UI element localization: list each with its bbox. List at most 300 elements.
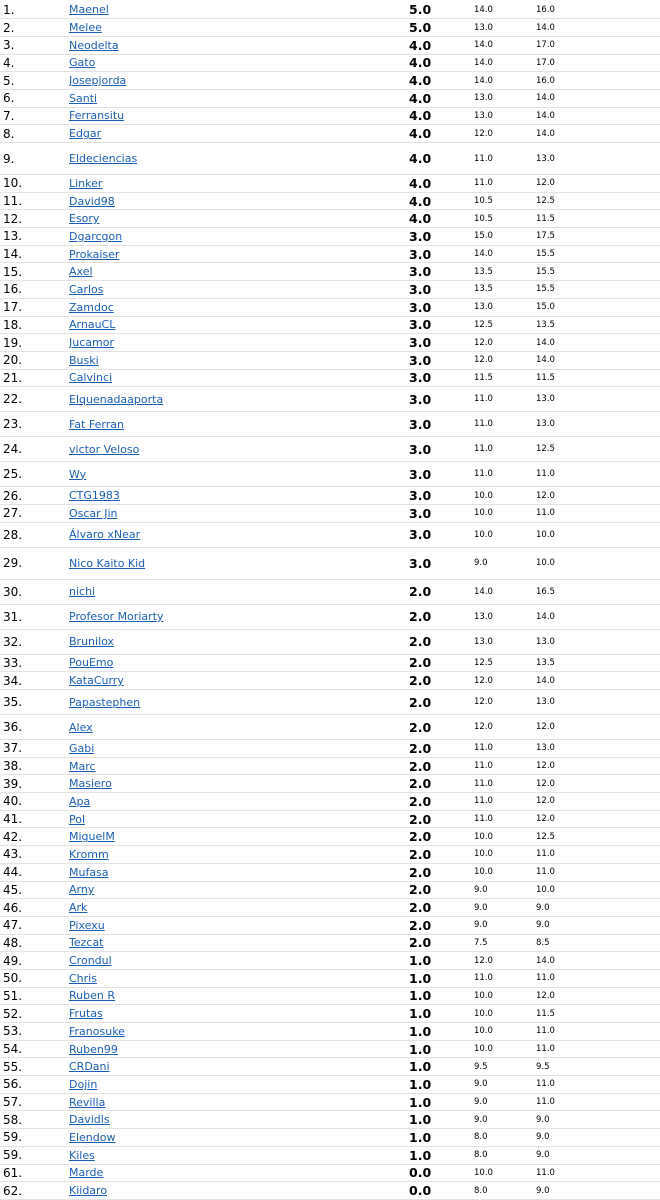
tiebreak-1-cell: 10.0 — [474, 1023, 536, 1041]
tiebreak-1-cell: 11.5 — [474, 369, 536, 387]
table-row — [0, 916, 660, 934]
tiebreak-2-cell: 16.0 — [536, 1, 660, 19]
tiebreak-1-cell: 14.0 — [474, 72, 536, 90]
rank-cell: 3. — [0, 36, 69, 54]
player-name-cell — [69, 987, 409, 1005]
table-row — [0, 228, 660, 246]
table-row — [0, 547, 660, 579]
player-name-cell — [69, 1040, 409, 1058]
player-link[interactable]: Marc — [69, 759, 96, 773]
player-name-cell — [69, 504, 409, 522]
player-name-cell — [69, 522, 409, 547]
tiebreak-1-cell: 11.0 — [474, 740, 536, 758]
rank-cell: 58. — [0, 1111, 69, 1129]
rank-cell: 7. — [0, 107, 69, 125]
table-row — [0, 715, 660, 740]
rank-cell: 32. — [0, 629, 69, 654]
points-cell: 0.0 — [409, 1164, 474, 1182]
tiebreak-2-cell: 17.5 — [536, 228, 660, 246]
table-row — [0, 1111, 660, 1129]
tiebreak-2-cell: 12.0 — [536, 987, 660, 1005]
tiebreak-2-cell: 15.5 — [536, 263, 660, 281]
tiebreak-1-cell: 9.5 — [474, 1058, 536, 1076]
tiebreak-1-cell: 13.0 — [474, 604, 536, 629]
table-row — [0, 369, 660, 387]
player-name-cell — [69, 810, 409, 828]
table-row — [0, 89, 660, 107]
tiebreak-1-cell: 12.0 — [474, 334, 536, 352]
tiebreak-2-cell: 14.0 — [536, 672, 660, 690]
player-link[interactable]: Pixexu — [69, 918, 105, 932]
player-link[interactable]: Edgar — [69, 127, 102, 141]
player-link[interactable]: MiguelM — [69, 830, 115, 844]
player-link[interactable]: Marde — [69, 1166, 104, 1180]
player-link[interactable]: Davidls — [69, 1113, 110, 1127]
player-name-cell — [69, 604, 409, 629]
tiebreak-2-cell: 11.0 — [536, 1023, 660, 1041]
rank-cell: 39. — [0, 775, 69, 793]
points-cell: 3.0 — [409, 487, 474, 505]
table-row — [0, 107, 660, 125]
table-row — [0, 740, 660, 758]
tiebreak-1-cell: 10.0 — [474, 1005, 536, 1023]
points-cell: 2.0 — [409, 654, 474, 672]
tiebreak-2-cell: 13.0 — [536, 143, 660, 175]
points-cell: 3.0 — [409, 462, 474, 487]
points-cell: 1.0 — [409, 1058, 474, 1076]
player-link[interactable]: Crondul — [69, 954, 112, 968]
player-link[interactable]: Linker — [69, 176, 103, 190]
points-cell: 4.0 — [409, 125, 474, 143]
player-name-cell — [69, 952, 409, 970]
rank-cell: 59. — [0, 1146, 69, 1164]
tiebreak-1-cell: 11.0 — [474, 969, 536, 987]
rank-cell: 29. — [0, 547, 69, 579]
points-cell: 1.0 — [409, 1023, 474, 1041]
points-cell: 4.0 — [409, 54, 474, 72]
points-cell: 2.0 — [409, 828, 474, 846]
tiebreak-2-cell: 12.5 — [536, 192, 660, 210]
table-row — [0, 604, 660, 629]
player-link[interactable]: victor Veloso — [69, 442, 140, 456]
tiebreak-2-cell: 9.5 — [536, 1058, 660, 1076]
tiebreak-1-cell: 10.0 — [474, 522, 536, 547]
player-name-cell — [69, 487, 409, 505]
player-link[interactable]: Ruben99 — [69, 1042, 118, 1056]
tiebreak-1-cell: 14.0 — [474, 245, 536, 263]
player-link[interactable]: Jucamor — [69, 336, 114, 350]
player-link[interactable]: Josepjorda — [69, 74, 127, 88]
tiebreak-2-cell: 15.5 — [536, 281, 660, 299]
player-name-cell — [69, 107, 409, 125]
tiebreak-1-cell: 11.0 — [474, 387, 536, 412]
table-row — [0, 462, 660, 487]
tiebreak-2-cell: 11.5 — [536, 210, 660, 228]
player-link[interactable]: Elendow — [69, 1130, 116, 1144]
tiebreak-2-cell: 11.0 — [536, 504, 660, 522]
tiebreak-2-cell: 14.0 — [536, 604, 660, 629]
tiebreak-2-cell: 12.5 — [536, 828, 660, 846]
player-link[interactable]: Prokaiser — [69, 247, 120, 261]
points-cell: 3.0 — [409, 369, 474, 387]
rank-cell: 38. — [0, 757, 69, 775]
player-name-cell — [69, 1023, 409, 1041]
tiebreak-2-cell: 8.5 — [536, 934, 660, 952]
tiebreak-1-cell: 9.0 — [474, 881, 536, 899]
points-cell: 1.0 — [409, 1129, 474, 1147]
tiebreak-1-cell: 10.0 — [474, 1164, 536, 1182]
rank-cell: 13. — [0, 228, 69, 246]
table-row — [0, 298, 660, 316]
rank-cell: 45. — [0, 881, 69, 899]
player-name-cell — [69, 757, 409, 775]
tiebreak-1-cell: 11.0 — [474, 462, 536, 487]
player-link[interactable]: Ferransitu — [69, 109, 125, 123]
tiebreak-2-cell: 13.0 — [536, 387, 660, 412]
player-name-cell — [69, 828, 409, 846]
points-cell: 4.0 — [409, 89, 474, 107]
player-link[interactable]: Esory — [69, 212, 100, 226]
rank-cell: 2. — [0, 19, 69, 37]
rank-cell: 1. — [0, 1, 69, 19]
player-link[interactable]: Chris — [69, 971, 97, 985]
rank-cell: 6. — [0, 89, 69, 107]
tiebreak-2-cell: 13.0 — [536, 690, 660, 715]
table-row — [0, 487, 660, 505]
player-link[interactable]: Álvaro xNear — [69, 528, 141, 542]
table-row — [0, 654, 660, 672]
rank-cell: 12. — [0, 210, 69, 228]
player-link[interactable]: Masiero — [69, 777, 112, 791]
table-row — [0, 125, 660, 143]
player-name-cell — [69, 690, 409, 715]
player-name-cell — [69, 334, 409, 352]
rank-cell: 30. — [0, 579, 69, 604]
rank-cell: 10. — [0, 175, 69, 193]
player-link[interactable]: Oscar Jin — [69, 506, 118, 520]
player-link[interactable]: Pol — [69, 812, 86, 826]
table-row — [0, 1129, 660, 1147]
points-cell: 3.0 — [409, 437, 474, 462]
points-cell: 3.0 — [409, 228, 474, 246]
tiebreak-1-cell: 9.0 — [474, 899, 536, 917]
player-name-cell — [69, 1093, 409, 1111]
points-cell: 2.0 — [409, 775, 474, 793]
rank-cell: 46. — [0, 899, 69, 917]
player-link[interactable]: Ark — [69, 901, 88, 915]
tiebreak-2-cell: 14.0 — [536, 125, 660, 143]
player-name-cell — [69, 387, 409, 412]
rank-cell: 24. — [0, 437, 69, 462]
player-name-cell — [69, 192, 409, 210]
tiebreak-2-cell: 12.0 — [536, 175, 660, 193]
rank-cell: 31. — [0, 604, 69, 629]
tiebreak-2-cell: 9.0 — [536, 916, 660, 934]
player-name-cell — [69, 298, 409, 316]
table-row — [0, 775, 660, 793]
rank-cell: 27. — [0, 504, 69, 522]
points-cell: 0.0 — [409, 1182, 474, 1200]
tiebreak-1-cell: 12.0 — [474, 952, 536, 970]
tiebreak-1-cell: 11.0 — [474, 437, 536, 462]
player-link[interactable]: Alex — [69, 720, 93, 734]
points-cell: 2.0 — [409, 690, 474, 715]
table-row — [0, 1182, 660, 1200]
player-name-cell — [69, 437, 409, 462]
tiebreak-2-cell: 11.0 — [536, 1076, 660, 1094]
player-link[interactable]: Brunilox — [69, 635, 115, 649]
points-cell: 5.0 — [409, 1, 474, 19]
rank-cell: 37. — [0, 740, 69, 758]
table-row — [0, 1023, 660, 1041]
tiebreak-2-cell: 12.0 — [536, 793, 660, 811]
tiebreak-2-cell: 10.0 — [536, 547, 660, 579]
tiebreak-1-cell: 8.0 — [474, 1182, 536, 1200]
tiebreak-1-cell: 8.0 — [474, 1146, 536, 1164]
tiebreak-2-cell: 9.0 — [536, 1111, 660, 1129]
points-cell: 3.0 — [409, 412, 474, 437]
points-cell: 1.0 — [409, 969, 474, 987]
player-name-cell — [69, 316, 409, 334]
tiebreak-1-cell: 9.0 — [474, 916, 536, 934]
tiebreak-1-cell: 9.0 — [474, 1111, 536, 1129]
rank-cell: 59. — [0, 1129, 69, 1147]
player-name-cell — [69, 89, 409, 107]
table-row — [0, 810, 660, 828]
tiebreak-1-cell: 8.0 — [474, 1129, 536, 1147]
rank-cell: 16. — [0, 281, 69, 299]
rank-cell: 52. — [0, 1005, 69, 1023]
player-name-cell — [69, 863, 409, 881]
player-name-cell — [69, 462, 409, 487]
player-name-cell — [69, 934, 409, 952]
player-link[interactable]: CTG1983 — [69, 489, 120, 503]
table-row — [0, 263, 660, 281]
player-link[interactable]: nichi — [69, 585, 96, 599]
points-cell: 3.0 — [409, 298, 474, 316]
rank-cell: 25. — [0, 462, 69, 487]
table-row — [0, 281, 660, 299]
tiebreak-1-cell: 14.0 — [474, 54, 536, 72]
player-link[interactable]: Revilla — [69, 1095, 106, 1109]
table-row — [0, 863, 660, 881]
points-cell: 2.0 — [409, 579, 474, 604]
player-link[interactable]: Elquenadaaporta — [69, 392, 164, 406]
player-link[interactable]: Nico Kaito Kid — [69, 556, 146, 570]
player-link[interactable]: PouEmo — [69, 656, 114, 670]
player-name-cell — [69, 19, 409, 37]
player-name-cell — [69, 281, 409, 299]
rank-cell: 15. — [0, 263, 69, 281]
tiebreak-1-cell: 12.0 — [474, 715, 536, 740]
rank-cell: 36. — [0, 715, 69, 740]
tiebreak-2-cell: 9.0 — [536, 1129, 660, 1147]
player-link[interactable]: Fat Ferran — [69, 417, 124, 431]
tiebreak-2-cell: 11.5 — [536, 369, 660, 387]
tiebreak-1-cell: 10.0 — [474, 987, 536, 1005]
player-link[interactable]: Wy — [69, 467, 87, 481]
rank-cell: 61. — [0, 1164, 69, 1182]
table-row — [0, 969, 660, 987]
table-row — [0, 351, 660, 369]
player-link[interactable]: Papastephen — [69, 695, 141, 709]
tiebreak-1-cell: 13.0 — [474, 107, 536, 125]
tiebreak-2-cell: 12.0 — [536, 757, 660, 775]
points-cell: 2.0 — [409, 604, 474, 629]
player-name-cell — [69, 547, 409, 579]
player-name-cell — [69, 1164, 409, 1182]
tiebreak-1-cell: 12.0 — [474, 351, 536, 369]
points-cell: 2.0 — [409, 846, 474, 864]
tiebreak-1-cell: 11.0 — [474, 175, 536, 193]
player-name-cell — [69, 1076, 409, 1094]
rank-cell: 57. — [0, 1093, 69, 1111]
player-link[interactable]: Ruben R — [69, 989, 115, 1003]
player-link[interactable]: CRDani — [69, 1060, 110, 1074]
player-link[interactable]: Dgarcgon — [69, 229, 123, 243]
tiebreak-2-cell: 14.0 — [536, 952, 660, 970]
rank-cell: 53. — [0, 1023, 69, 1041]
table-row — [0, 1093, 660, 1111]
tiebreak-1-cell: 13.5 — [474, 263, 536, 281]
tiebreak-1-cell: 10.0 — [474, 504, 536, 522]
rank-cell: 54. — [0, 1040, 69, 1058]
player-link[interactable]: Eldeciencias — [69, 152, 138, 165]
player-link[interactable]: Axel — [69, 265, 93, 279]
tiebreak-1-cell: 10.0 — [474, 863, 536, 881]
table-row — [0, 757, 660, 775]
points-cell: 2.0 — [409, 793, 474, 811]
player-name-cell — [69, 654, 409, 672]
player-name-cell — [69, 775, 409, 793]
rank-cell: 43. — [0, 846, 69, 864]
player-name-cell — [69, 672, 409, 690]
player-link[interactable]: Kromm — [69, 847, 109, 861]
tiebreak-1-cell: 13.0 — [474, 629, 536, 654]
rank-cell: 28. — [0, 522, 69, 547]
table-row — [0, 210, 660, 228]
points-cell: 1.0 — [409, 1093, 474, 1111]
player-name-cell — [69, 916, 409, 934]
player-link[interactable]: Frutas — [69, 1007, 103, 1021]
tiebreak-2-cell: 11.0 — [536, 1093, 660, 1111]
points-cell: 1.0 — [409, 1076, 474, 1094]
player-name-cell — [69, 899, 409, 917]
table-row — [0, 19, 660, 37]
player-name-cell — [69, 969, 409, 987]
table-row — [0, 387, 660, 412]
player-link[interactable]: Franosuke — [69, 1024, 125, 1038]
player-link[interactable]: Melee — [69, 21, 102, 35]
table-row — [0, 1, 660, 19]
tiebreak-2-cell: 15.0 — [536, 298, 660, 316]
rank-cell: 34. — [0, 672, 69, 690]
tiebreak-2-cell: 11.0 — [536, 846, 660, 864]
tiebreak-2-cell: 10.0 — [536, 522, 660, 547]
tiebreak-2-cell: 9.0 — [536, 899, 660, 917]
player-link[interactable]: Buski — [69, 353, 99, 367]
player-link[interactable]: Neodelta — [69, 38, 119, 52]
player-link[interactable]: Santi — [69, 91, 98, 105]
player-link[interactable]: Zamdoc — [69, 300, 114, 314]
player-link[interactable]: KataCurry — [69, 674, 124, 688]
tiebreak-2-cell: 11.0 — [536, 969, 660, 987]
player-link[interactable]: Tezcat — [69, 936, 104, 950]
table-row — [0, 412, 660, 437]
player-link[interactable]: Gato — [69, 56, 96, 70]
tiebreak-1-cell: 9.0 — [474, 547, 536, 579]
rank-cell: 44. — [0, 863, 69, 881]
player-link[interactable]: Kiles — [69, 1148, 95, 1162]
tiebreak-2-cell: 11.0 — [536, 1164, 660, 1182]
player-name-cell — [69, 579, 409, 604]
tiebreak-2-cell: 14.0 — [536, 89, 660, 107]
rank-cell: 41. — [0, 810, 69, 828]
points-cell: 4.0 — [409, 210, 474, 228]
tiebreak-2-cell: 9.0 — [536, 1146, 660, 1164]
player-link[interactable]: Maenel — [69, 3, 109, 17]
player-name-cell — [69, 1146, 409, 1164]
rank-cell: 55. — [0, 1058, 69, 1076]
table-row — [0, 522, 660, 547]
table-row — [0, 1164, 660, 1182]
table-row — [0, 504, 660, 522]
player-link[interactable]: Kiidaro — [69, 1184, 108, 1198]
table-row — [0, 192, 660, 210]
player-link[interactable]: Calvinci — [69, 371, 113, 385]
points-cell: 1.0 — [409, 952, 474, 970]
player-link[interactable]: Profesor Moriarty — [69, 610, 164, 624]
player-name-cell — [69, 263, 409, 281]
player-link[interactable]: David98 — [69, 194, 115, 208]
tiebreak-1-cell: 11.0 — [474, 757, 536, 775]
player-name-cell — [69, 1129, 409, 1147]
player-link[interactable]: Arny — [69, 883, 95, 897]
rank-cell: 40. — [0, 793, 69, 811]
player-link[interactable]: Mufasa — [69, 865, 109, 879]
table-row — [0, 72, 660, 90]
player-link[interactable]: Dojin — [69, 1077, 98, 1091]
tiebreak-2-cell: 14.0 — [536, 19, 660, 37]
player-name-cell — [69, 1058, 409, 1076]
player-link[interactable]: Apa — [69, 794, 91, 808]
tiebreak-1-cell: 10.0 — [474, 487, 536, 505]
table-row — [0, 245, 660, 263]
tiebreak-2-cell: 14.0 — [536, 351, 660, 369]
tiebreak-1-cell: 11.0 — [474, 143, 536, 175]
tiebreak-1-cell: 15.0 — [474, 228, 536, 246]
points-cell: 3.0 — [409, 522, 474, 547]
tiebreak-1-cell: 14.0 — [474, 1, 536, 19]
player-name-cell — [69, 715, 409, 740]
tiebreak-2-cell: 13.5 — [536, 654, 660, 672]
table-row — [0, 1146, 660, 1164]
player-name-cell — [69, 1, 409, 19]
player-link[interactable]: ArnauCL — [69, 318, 116, 332]
tiebreak-2-cell: 11.0 — [536, 462, 660, 487]
points-cell: 2.0 — [409, 757, 474, 775]
player-link[interactable]: Gabi — [69, 741, 95, 755]
tiebreak-1-cell: 12.5 — [474, 316, 536, 334]
points-cell: 3.0 — [409, 281, 474, 299]
points-cell: 2.0 — [409, 881, 474, 899]
tiebreak-1-cell: 10.5 — [474, 210, 536, 228]
rank-cell: 56. — [0, 1076, 69, 1094]
table-row — [0, 316, 660, 334]
table-row — [0, 579, 660, 604]
player-name-cell — [69, 351, 409, 369]
player-link[interactable]: Carlos — [69, 282, 104, 296]
